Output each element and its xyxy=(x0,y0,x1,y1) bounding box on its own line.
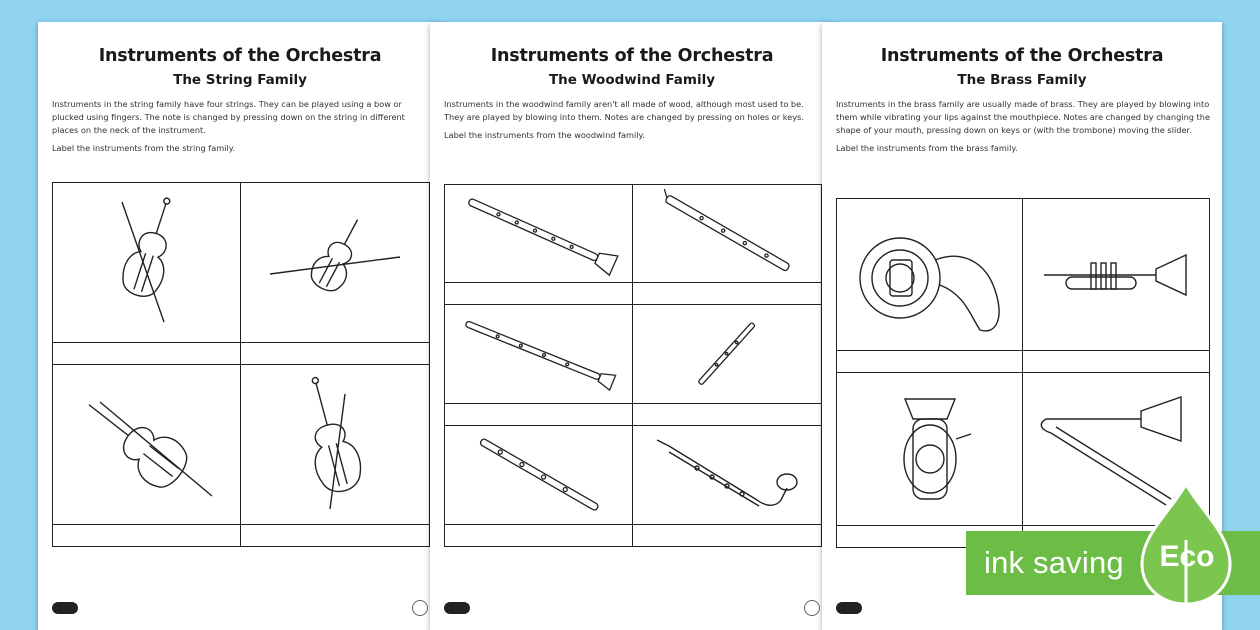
sheet-title: Instruments of the Orchestra xyxy=(98,46,382,66)
saxophone-icon xyxy=(647,430,807,520)
sheet-task: Label the instruments from the woodwind family. xyxy=(444,130,645,140)
twinkl-logo-icon xyxy=(836,602,862,614)
answer-line[interactable] xyxy=(1023,350,1209,372)
instrument-cell xyxy=(445,185,633,305)
ink-saving-text: ink saving xyxy=(984,545,1124,580)
answer-line[interactable] xyxy=(633,403,821,425)
footer-badge-icon xyxy=(412,600,428,616)
eco-badge-text: Eco xyxy=(1159,540,1215,573)
sheet-intro: Instruments in the string family have four strings. They can be played using a bow or plucked using fingers. The note is changed by pressing down on the string in different places on the neck of the instrument. xyxy=(52,99,405,135)
answer-line[interactable] xyxy=(445,524,632,546)
clarinet-icon xyxy=(454,189,624,279)
sheet-task: Label the instruments from the string family. xyxy=(52,143,236,153)
sheet-title: Instruments of the Orchestra xyxy=(490,46,774,66)
sheet-task: Label the instruments from the brass family. xyxy=(836,143,1018,153)
twinkl-logo-icon xyxy=(444,602,470,614)
viola-icon xyxy=(260,212,410,312)
answer-line[interactable] xyxy=(633,524,821,546)
instrument-cell xyxy=(633,185,821,305)
answer-line[interactable] xyxy=(633,282,821,304)
sheet-subtitle: The Brass Family xyxy=(957,72,1087,88)
instrument-cell xyxy=(241,183,429,365)
sheet-footer xyxy=(52,598,428,618)
cello-icon xyxy=(72,384,222,504)
answer-line[interactable] xyxy=(445,282,632,304)
answer-line[interactable] xyxy=(53,342,240,364)
answer-line[interactable] xyxy=(53,524,240,546)
french-horn-icon xyxy=(845,210,1015,340)
bassoon-icon xyxy=(647,189,807,279)
trumpet-icon xyxy=(1036,235,1196,315)
instrument-cell xyxy=(53,183,241,365)
label-grid xyxy=(52,182,430,547)
sheet-footer xyxy=(444,598,820,618)
instrument-cell xyxy=(633,426,821,546)
instrument-cell xyxy=(445,305,633,425)
sheet-title: Instruments of the Orchestra xyxy=(880,46,1164,66)
tuba-icon xyxy=(875,379,985,519)
sheet-intro: Instruments in the woodwind family aren't all made of wood, although most used to be. They are played by blowing into them. Notes are changed by pressing on holes or keys. xyxy=(444,99,804,122)
piccolo-icon xyxy=(677,309,777,399)
answer-line[interactable] xyxy=(241,524,429,546)
instrument-cell xyxy=(53,365,241,547)
instrument-cell xyxy=(837,373,1023,547)
label-grid xyxy=(444,184,822,547)
answer-line[interactable] xyxy=(837,350,1022,372)
instrument-cell xyxy=(837,199,1023,373)
double-bass-icon xyxy=(290,374,380,514)
flute-icon xyxy=(464,430,614,520)
footer-badge-icon xyxy=(804,600,820,616)
sheet-subtitle: The Woodwind Family xyxy=(548,72,716,88)
worksheet-string-family xyxy=(38,22,442,630)
instrument-cell xyxy=(633,305,821,425)
worksheet-woodwind-family xyxy=(430,22,834,630)
twinkl-logo-icon xyxy=(52,602,78,614)
answer-line[interactable] xyxy=(241,342,429,364)
answer-line[interactable] xyxy=(445,403,632,425)
sheet-subtitle: The String Family xyxy=(173,72,307,88)
sheet-intro: Instruments in the brass family are usually made of brass. They are played by blowing into them while vibrating your lips against the mouthpiece. Notes are changed by changing the shape of your mouth, pressing down on keys or (with the trombone) moving the slider. xyxy=(836,99,1210,135)
instrument-cell xyxy=(445,426,633,546)
instrument-cell xyxy=(1023,199,1209,373)
instrument-cell xyxy=(241,365,429,547)
oboe-icon xyxy=(454,314,624,394)
violin-icon xyxy=(92,192,202,332)
